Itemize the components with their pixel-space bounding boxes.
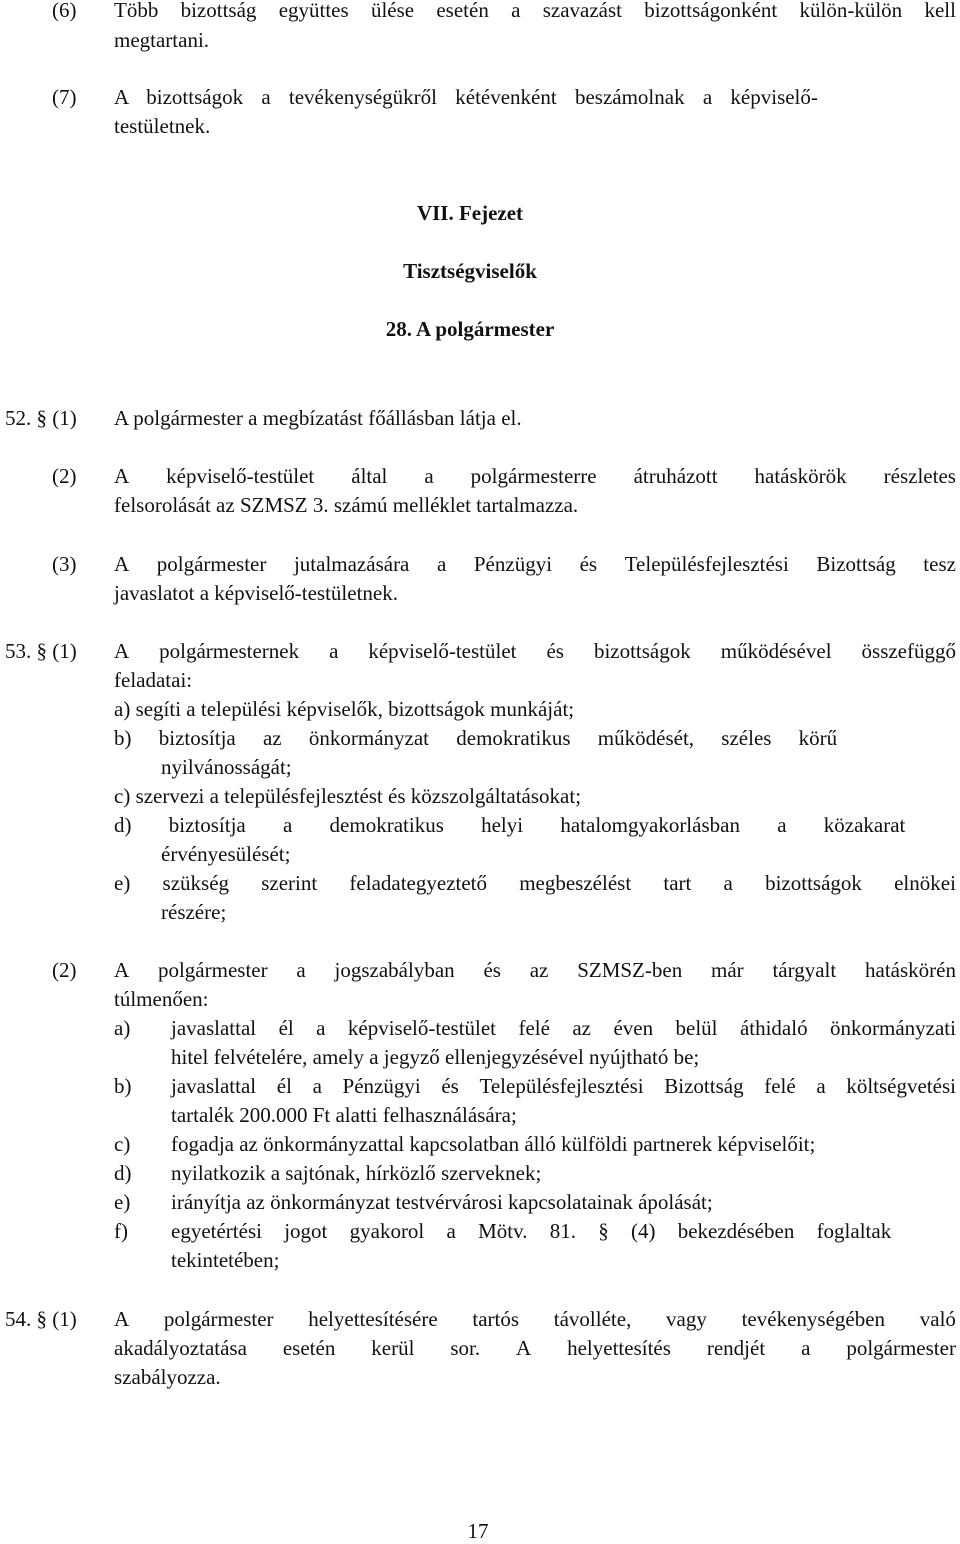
list-item: nyilatkozik a sajtónak, hírközlő szerveknek; (171, 1161, 542, 1185)
word: Több (114, 0, 159, 22)
word: az (529, 958, 549, 982)
word: polgármester (156, 552, 267, 576)
word: és (579, 552, 598, 576)
word: rendjét (706, 1336, 766, 1360)
paragraph-line: A polgármester a megbízatást főállásban látja el. (114, 406, 522, 430)
word: szükség (162, 871, 230, 895)
list-item (114, 870, 956, 896)
word: a (296, 958, 306, 982)
para-number: (7) (52, 85, 77, 109)
list-letter: c) (114, 1132, 131, 1156)
word: Bizottság (664, 1074, 744, 1098)
word: képviselő-testület (166, 464, 315, 488)
list-letter: e) (114, 1190, 131, 1214)
word: polgármester (163, 1307, 274, 1331)
paragraph-line (114, 1335, 956, 1361)
chapter-title: VII. Fejezet (416, 201, 524, 225)
section-label: 52. § (1) (5, 406, 77, 430)
word: tartós (472, 1307, 520, 1331)
word: A (114, 552, 130, 576)
paragraph-line (114, 0, 956, 23)
section-label: 53. § (1) (5, 639, 77, 663)
list-item-continuation: nyilvánosságát; (161, 755, 292, 779)
word: felé (518, 1016, 550, 1040)
list-item: fogadja az önkormányzattal kapcsolatban álló külföldi partnerek képviselőit; (171, 1132, 816, 1156)
word: A (114, 958, 130, 982)
word: költségvetési (846, 1074, 956, 1098)
word: szerint (261, 871, 318, 895)
word: helyettesítés (567, 1336, 671, 1360)
para-number: (6) (52, 0, 77, 22)
paragraph-line: javaslatot a képviselő-testületnek. (114, 581, 398, 605)
word: a (816, 1074, 826, 1098)
word: a (723, 871, 733, 895)
word: Településfejlesztési (624, 552, 789, 576)
word: A (114, 464, 130, 488)
word: e) (114, 871, 131, 895)
word: SZMSZ-ben (577, 958, 683, 982)
word: való (919, 1307, 956, 1331)
list-item (171, 1015, 956, 1041)
word: bizottság (180, 0, 257, 22)
word: külön-külön (799, 0, 903, 22)
word: hatáskörök (754, 464, 847, 488)
list-item: egyetértési jogot gyakorol a Mötv. 81. § (4) bekezdésében foglaltak (171, 1219, 892, 1243)
word: esetén (436, 0, 489, 22)
list-item-continuation: tartalék 200.000 Ft alatti felhasználására; (171, 1103, 517, 1127)
list-item: b) biztosítja az önkormányzat demokratikus működését, széles körű (114, 726, 838, 750)
word: A (114, 639, 130, 663)
list-item-continuation: érvényesülését; (161, 842, 291, 866)
list-item (171, 1073, 956, 1099)
word: a (511, 0, 521, 22)
para-number: (2) (52, 958, 77, 982)
word: feladategyeztető (349, 871, 487, 895)
paragraph-line: feladatai: (114, 668, 193, 692)
word: sor. (450, 1336, 481, 1360)
list-item-continuation: részére; (161, 900, 227, 924)
word: A (516, 1336, 532, 1360)
word: a (312, 1074, 322, 1098)
word: tesz (923, 552, 956, 576)
word: részletes (883, 464, 956, 488)
paragraph-line (114, 551, 956, 577)
word: képviselő-testület (368, 639, 517, 663)
word: akadályoztatása (114, 1336, 247, 1360)
word: esetén (282, 1336, 336, 1360)
word: átruházott (633, 464, 718, 488)
list-item: c) szervezi a településfejlesztést és közszolgáltatásokat; (114, 784, 582, 808)
word: által (351, 464, 388, 488)
para-number: (3) (52, 552, 77, 576)
word: él (278, 1016, 294, 1040)
word: kell (924, 0, 956, 22)
word: helyettesítésére (308, 1307, 438, 1331)
word: összefüggő (861, 639, 956, 663)
word: javaslattal (171, 1074, 257, 1098)
word: bizottságonként (644, 0, 778, 22)
word: polgármester (846, 1336, 956, 1360)
word: hatáskörén (865, 958, 956, 982)
list-letter: d) (114, 1161, 132, 1185)
paragraph-line: testületnek. (114, 114, 211, 138)
word: elnökei (894, 871, 956, 895)
word: polgármesternek (159, 639, 300, 663)
word: megbeszélést (519, 871, 632, 895)
word: belül (675, 1016, 718, 1040)
list-letter: f) (114, 1219, 128, 1243)
word: ülése (370, 0, 415, 22)
word: kerül (371, 1336, 415, 1360)
word: és (546, 639, 564, 663)
word: él (276, 1074, 292, 1098)
paragraph-line: szabályozza. (114, 1365, 221, 1389)
list-item-continuation: hitel felvételére, amely a jegyző ellenjegyzésével nyújtható be; (171, 1045, 700, 1069)
word: felé (764, 1074, 796, 1098)
word: képviselő-testület (347, 1016, 497, 1040)
word: a (436, 552, 447, 576)
paragraph-line: felsorolását az SZMSZ 3. számú melléklet tartalmazza. (114, 493, 579, 517)
word: bizottságok (765, 871, 862, 895)
word: éven (613, 1016, 654, 1040)
word: jutalmazására (293, 552, 410, 576)
word: az (572, 1016, 592, 1040)
word: a (801, 1336, 811, 1360)
page-number: 17 (467, 1519, 489, 1543)
section-label: 54. § (1) (5, 1307, 77, 1331)
para-number: (2) (52, 464, 77, 488)
list-letter: a) (114, 1016, 131, 1040)
word: távolléte, (553, 1307, 632, 1331)
word: polgármesterre (470, 464, 597, 488)
chapter-subtitle: Tisztségviselők (403, 259, 537, 283)
paragraph-line (114, 463, 956, 489)
word: és (441, 1074, 459, 1098)
paragraph-line (114, 1306, 956, 1332)
word: önkormányzati (830, 1016, 956, 1040)
section-heading: 28. A polgármester (385, 317, 555, 341)
word: A (114, 1307, 130, 1331)
word: tart (663, 871, 692, 895)
word: a (316, 1016, 326, 1040)
paragraph-line: megtartani. (114, 28, 210, 52)
word: javaslattal (171, 1016, 257, 1040)
list-item: d) biztosítja a demokratikus helyi hatalomgyakorlásban a közakarat (114, 813, 906, 837)
word: tárgyalt (772, 958, 837, 982)
word: szavazást (542, 0, 622, 22)
word: áthidaló (739, 1016, 808, 1040)
list-letter: b) (114, 1074, 132, 1098)
list-item: a) segíti a települési képviselők, bizottságok munkáját; (114, 697, 575, 721)
word: a (329, 639, 339, 663)
word: és (483, 958, 501, 982)
word: Pénzügyi (473, 552, 553, 576)
paragraph-line: A bizottságok a tevékenységükről kétévenként beszámolnak a képviselő- (114, 85, 818, 109)
word: együttes (278, 0, 349, 22)
word: működésével (720, 639, 832, 663)
word: már (710, 958, 744, 982)
word: bizottságok (593, 639, 691, 663)
paragraph-line (114, 638, 956, 664)
list-item-continuation: tekintetében; (171, 1248, 280, 1272)
word: jogszabályban (334, 958, 455, 982)
word: polgármester (157, 958, 268, 982)
paragraph-line: túlmenően: (114, 987, 209, 1011)
word: a (424, 464, 434, 488)
paragraph-line (114, 957, 956, 983)
word: Településfejlesztési (479, 1074, 644, 1098)
word: Bizottság (816, 552, 896, 576)
word: Pénzügyi (342, 1074, 421, 1098)
list-item: irányítja az önkormányzat testvérvárosi kapcsolatainak ápolását; (171, 1190, 713, 1214)
word: vagy (666, 1307, 707, 1331)
word: tevékenységében (741, 1307, 886, 1331)
